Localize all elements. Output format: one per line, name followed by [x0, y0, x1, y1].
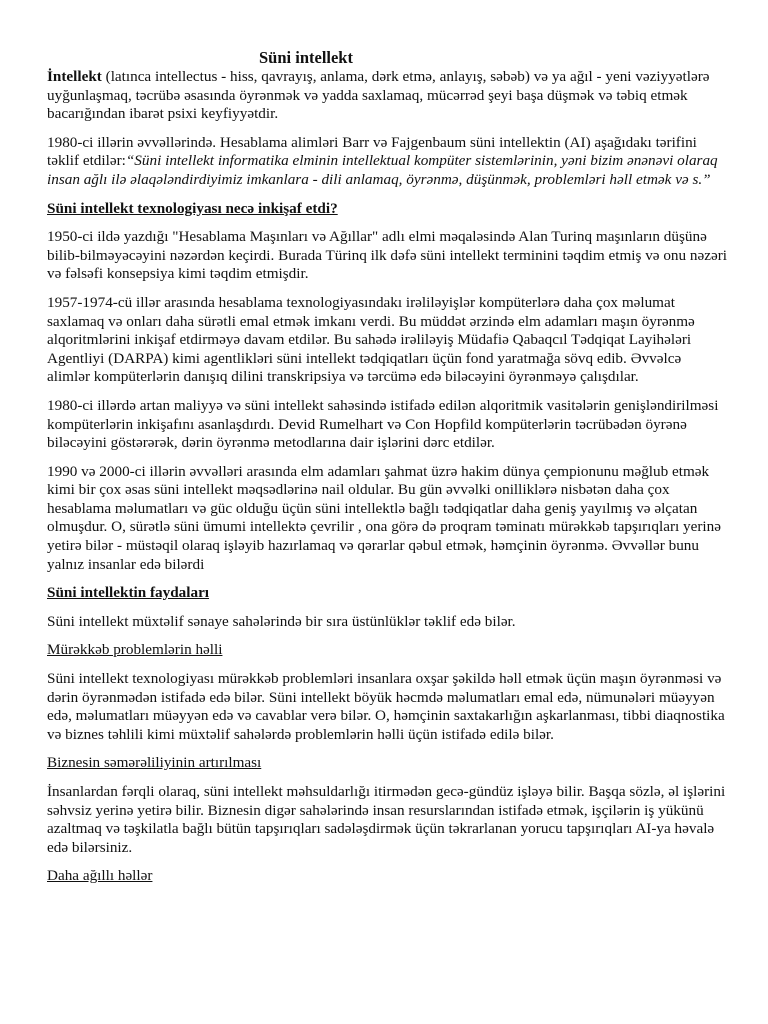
complex-problems-heading: Mürəkkəb problemlərin həlli [47, 641, 223, 659]
business-efficiency-heading: Biznesin səmərəliliyinin artırılması [47, 754, 262, 772]
benefits-heading: Süni intellektin faydaları [47, 584, 210, 602]
history-heading: Süni intellekt texnologiyası necə inkişaf etdi? [47, 199, 338, 217]
definition-quote: “Süni intellekt informatika elminin intellektual kompüter sistemlərinin, yəni bizim ənənəvi olaraq insan ağlı ilə əlaqələndirdiyimiz imkanlara - dili anlamaq, öyrənmə, düşünmək, problemləri həll etmək və s.” [47, 152, 718, 188]
history-paragraph-1980: 1980-ci illərdə artan maliyyə və süni intellekt sahəsində istifadə edilən alqoritmik vasitələrin genişləndirilməsi kompüterlərin inkişafını asanlaşdırdı. Devid Rumelhart və Con Hopfild kompüterlərin təcrübədən öyrənə biləcəyini göstərərək, dərin öyrənmə metodlarına dair işlərini dərc etdilər. [47, 396, 719, 452]
history-paragraph-1990: 1990 və 2000-ci illərin əvvəlləri arasında elm adamları şahmat üzrə hakim dünya çempionunu məğlub etmək kimi bir çox əsas süni intellekt məqsədlərinə nail oldular. Bu gün əvvəlki onilliklərə nisbətən daha çox hesablama məlumatları və güc olduğu üçün süni intellektlə bağlı tədqiqatlar daha geniş yayılmış və əlçatan olmuşdur. O, sürətlə süni ümumi intellektə çevrilir , ona görə də proqram təminatı mürəkkəb tapşırıqları yerinə yetirə bilər - müstəqil olaraq işləyib hazırlamaq və qərarlar qəbul etmək, həmçinin öyrənmə. Əvvəllər bunu yalnız insanlar edə bilərdi [47, 462, 721, 573]
document-title: Süni intellekt [259, 48, 353, 67]
business-efficiency-body: İnsanlardan fərqli olaraq, süni intellekt məhsuldarlığı itirmədən gecə-gündüz işləyə bilir. Başqa sözlə, əl işlərini səhvsiz yerinə yetirə bilir. Biznesin digər sahələrində insan resurslarından istifadə etmək, işçilərin iş yükünü azaltmaq və təşkilatla bağlı bütün tapşırıqları sadələşdirmək üçün təkrarlanan yorucu tapşırıqları AI-ya həvalə edə bilərsiniz. [47, 783, 726, 856]
intro-text: (latınca intellectus - hiss, qavrayış, anlama, dərk etmə, anlayış, səbəb) və ya ağıl - yeni vəziyyətlərə uyğunlaşmaq, təcrübə əsasında öyrənmək və yadda saxlamaq, mücərrəd şeyi başa düşmək və təbiq etmək bacarığından ibarət psixi keyfiyyətdir. [47, 68, 710, 123]
history-paragraph-1957: 1957-1974-cü illər arasında hesablama texnologiyasındakı irəliləyişlər kompüterlərə daha çox məlumat saxlamaq və onları daha sürətli emal etmək imkanı verdi. Bu müddət ərzində elm adamları maşın öyrənmə alqoritmlərini inkişaf etdirməyə davam etdilər. Bu sahədə irəliləyiş Müdafiə Qabaqcıl Tədqiqat Layihələri Agentliyi (DARPA) kimi agentlikləri süni intellekt tədqiqatları üçün fond yaratmağa sövq edib. Əvvəlcə alimlər kompüterlərin danışıq dilini transkripsiya və tərcümə edə biləcəyini öyrənməyə çalışdılar. [47, 293, 695, 386]
intro-term: İntellekt [47, 68, 102, 85]
definition-paragraph [47, 134, 727, 190]
benefits-intro: Süni intellekt müxtəlif sənaye sahələrində bir sıra üstünlüklər təklif edə bilər. [47, 612, 516, 630]
intro-paragraph [47, 68, 727, 124]
complex-problems-body: Süni intellekt texnologiyası mürəkkəb problemləri insanlara oxşar şəkildə həll etmək üçün maşın öyrənməsi və dərin öyrənmədən istifadə edə bilər. Süni intellekt böyük həcmdə məlumatları emal edə, nümunələri müəyyən edə, məlumatları müəyyən edə və cavablar verə bilər. O, həmçinin saxtakarlığın aşkarlanması, tibbi diaqnostika və biznes təhlili kimi müxtəlif sahələrdə problemlərin həlli üçün istifadə edilə bilər. [47, 670, 725, 743]
smarter-solutions-heading: Daha ağıllı həllər [47, 867, 153, 885]
document-page [47, 48, 727, 896]
history-paragraph-1950: 1950-ci ildə yazdığı "Hesablama Maşınları və Ağıllar" adlı elmi məqaləsində Alan Turinq maşınların düşünə bilib-bilməyəcəyini nəzərdən keçirdi. Burada Türinq ilk dəfə süni intellekt terminini təqdim etmiş və onu nəzəri və fəlsəfi konsepsiya kimi təqdim etmişdir. [47, 228, 727, 283]
definition-lead: 1980-ci illərin əvvəllərində. Hesablama alimləri Barr və Fajgenbaum süni intellektin (AI) aşağıdakı tərifini təklif etdilər: [47, 133, 697, 170]
